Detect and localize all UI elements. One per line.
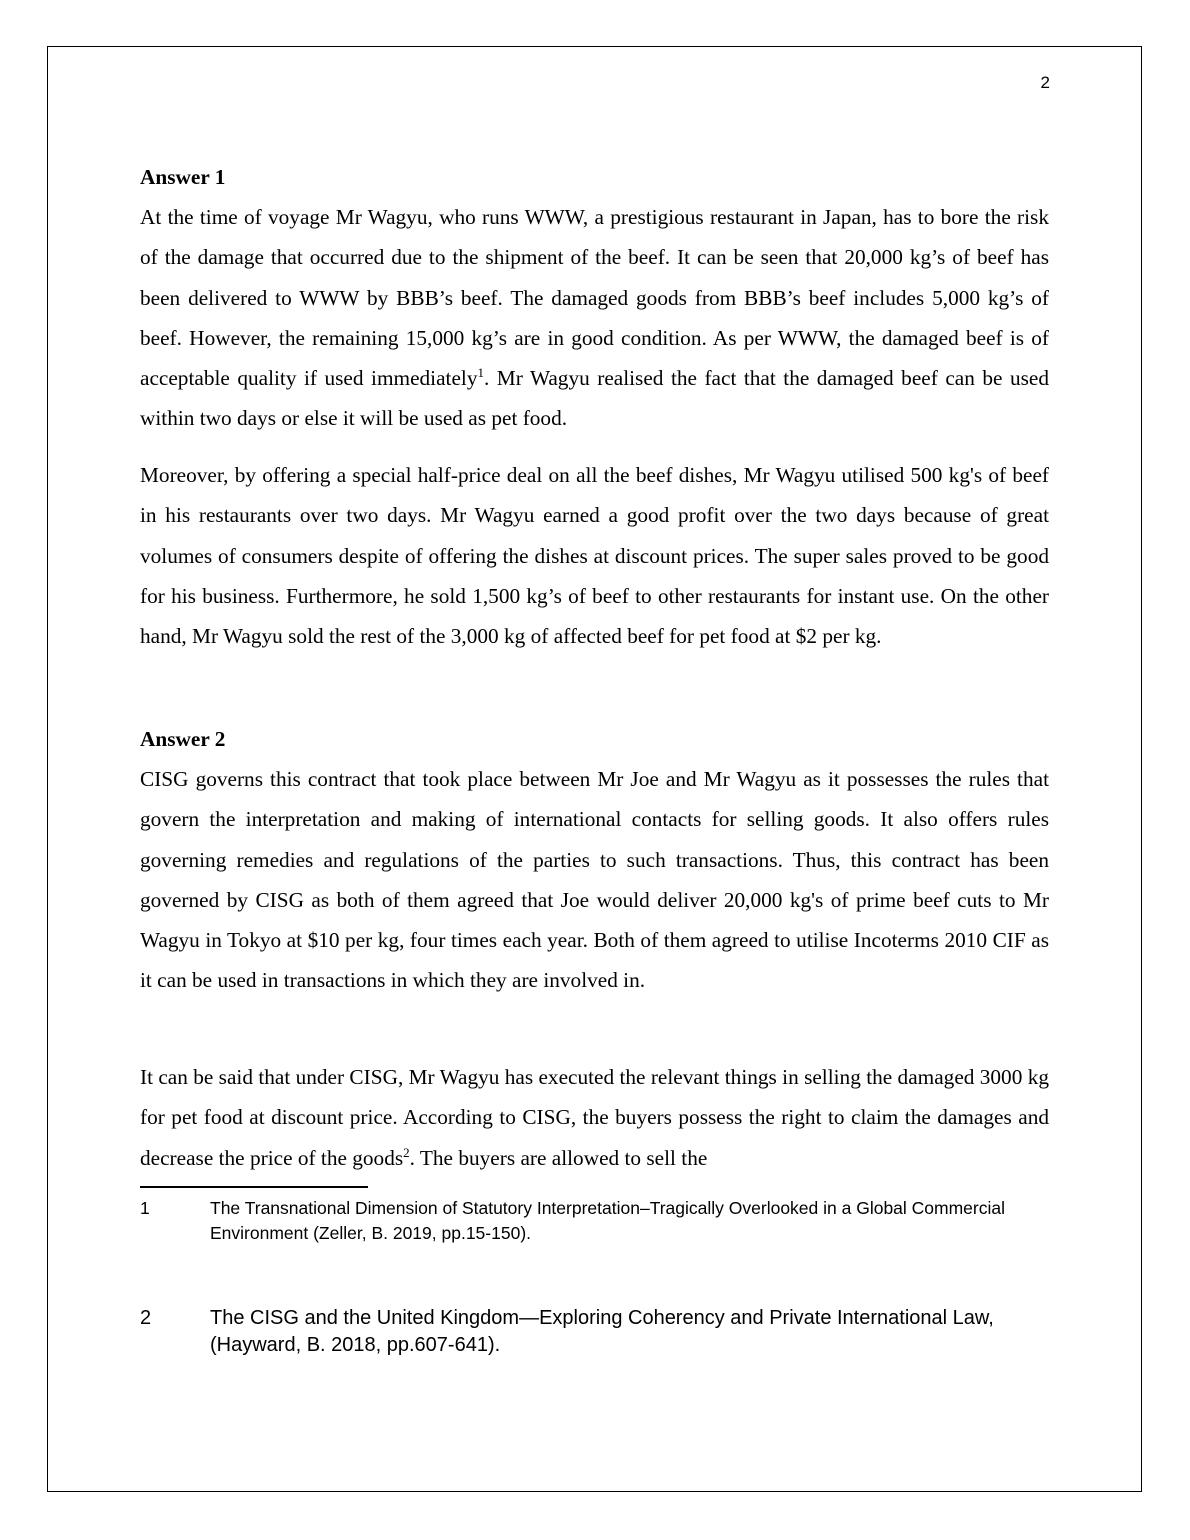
answer-2-heading: Answer 2 <box>140 727 226 751</box>
footnote-2-text: The CISG and the United Kingdom—Exploring Coherency and Private International Law, (Hayward, B. 2018, pp.607-641). <box>210 1307 994 1356</box>
answer-1-paragraph-1 <box>140 197 1049 439</box>
footnote-2-number: 2 <box>140 1307 152 1329</box>
footnote-separator <box>140 1186 368 1188</box>
footnote-1-text: The Transnational Dimension of Statutory Interpretation–Tragically Overlooked in a Global Commercial Environment (Zeller, B. 2019, pp.15-150). <box>210 1198 1006 1243</box>
answer-1-heading: Answer 1 <box>140 165 226 189</box>
answer-2-paragraph-2 <box>140 1057 1049 1178</box>
answer-2-paragraph-2-text-b: . The buyers are allowed to sell the <box>409 1145 708 1170</box>
answer-1-paragraph-1-text-a: At the time of voyage Mr Wagyu, who runs WWW, a prestigious restaurant in Japan, has to bore the risk of the damage that occurred due to the shipment of the beef. It can be seen that 20,000 kg’s of beef has been delivered to WWW by BBB’s beef. The damaged goods from BBB’s beef includes 5,000 kg’s of beef. However, the remaining 15,000 kg’s are in good condition. As per WWW, the damaged beef is of acceptable quality if used immediately <box>140 205 1049 391</box>
answer-2-paragraph-2-text-a: It can be said that under CISG, Mr Wagyu has executed the relevant things in selling the damaged 3000 kg for pet food at discount price. According to CISG, the buyers possess the right to claim the damages and decrease the price of the goods <box>140 1065 1049 1170</box>
footnote-1-number: 1 <box>140 1198 150 1218</box>
footnote-reference-2[interactable]: 2 <box>403 1144 410 1160</box>
answer-2-paragraph-1: CISG governs this contract that took place between Mr Joe and Mr Wagyu as it possesses the rules that govern the interpretation and making of international contacts for selling goods. It also offers rules governing remedies and regulations of the parties to such transactions. Thus, this contract has been governed by CISG as both of them agreed that Joe would deliver 20,000 kg's of prime beef cuts to Mr Wagyu in Tokyo at $10 per kg, four times each year. Both of them agreed to utilise Incoterms 2010 CIF as it can be used in transactions in which they are involved in. <box>140 767 1049 993</box>
footnote-reference-1[interactable]: 1 <box>477 365 484 381</box>
answer-1-paragraph-2: Moreover, by offering a special half-price deal on all the beef dishes, Mr Wagyu utilised 500 kg's of beef in his restaurants over two days. Mr Wagyu earned a good profit over the two days because of great volumes of consumers despite of offering the dishes at discount prices. The super sales proved to be good for his business. Furthermore, he sold 1,500 kg’s of beef to other restaurants for instant use. On the other hand, Mr Wagyu sold the rest of the 3,000 kg of affected beef for pet food at $2 per kg. <box>140 463 1049 649</box>
answer-1-paragraph-1-text-b: . Mr Wagyu realised the fact that the damaged beef can be used within two days or else it will be used as pet food. <box>140 366 1049 431</box>
page-number: 2 <box>1040 73 1050 92</box>
